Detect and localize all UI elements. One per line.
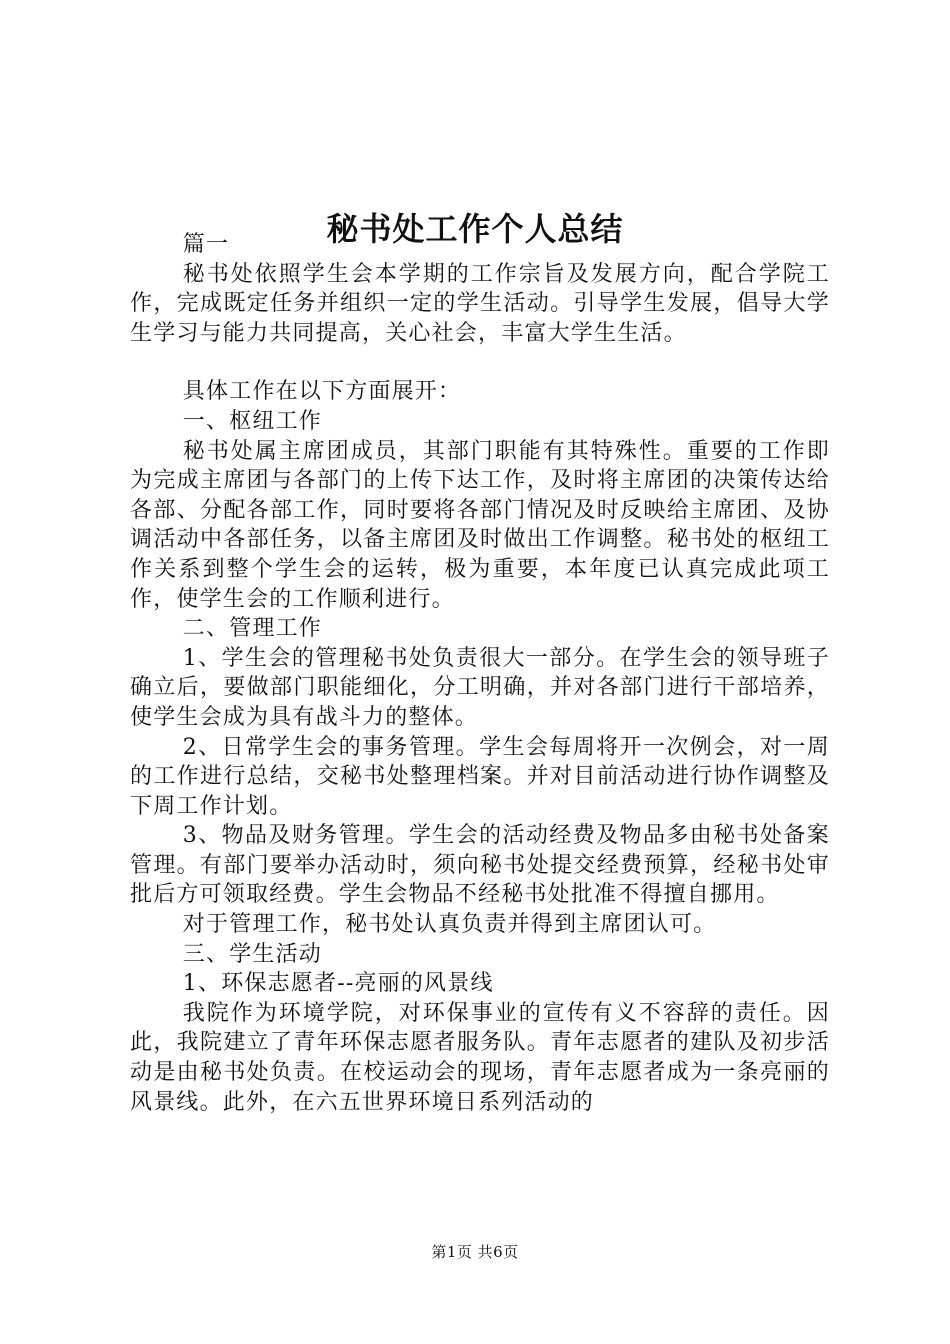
- heading-student-activities: 三、学生活动: [182, 941, 322, 967]
- management-item-2: 2、日常学生会的事务管理。学生会每周将开一次例会，对一周的工作进行总结，交秘书处整理档案。并对目前活动进行协作调整及下周工作计划。: [130, 734, 830, 819]
- page-footer: 第1页 共6页: [431, 1243, 519, 1261]
- activity-paragraph-1: 我院作为环境学院，对环保事业的宣传有义不容辞的责任。因此，我院建立了青年环保志愿者服务队。青年志愿者的建队及初步活动是由秘书处负责。在校运动会的现场，青年志愿者成为一条亮丽的风景线。此外，在六五世界环境日系列活动的: [130, 1000, 830, 1115]
- document-body: [130, 230, 830, 1117]
- management-item-3: 3、物品及财务管理。学生会的活动经费及物品多由秘书处备案管理。有部门要举办活动时，须向秘书处提交经费预算，经秘书处审批后方可领取经费。学生会物品不经秘书处批准不得擅自挪用。: [130, 823, 830, 908]
- section-label: 篇一: [182, 232, 230, 257]
- document-title: 秘书处工作个人总结: [326, 210, 624, 249]
- management-item-1: 1、学生会的管理秘书处负责很大一部分。在学生会的领导班子确立后，要做部门职能细化，分工明确，并对各部门进行干部培养，使学生会成为具有战斗力的整体。: [130, 645, 830, 730]
- activity-subheading-1: 1、环保志愿者--亮丽的风景线: [182, 971, 494, 997]
- heading-management-work: 二、管理工作: [182, 616, 322, 642]
- overview-line: 具体工作在以下方面展开：: [182, 379, 462, 405]
- heading-hub-work: 一、枢纽工作: [182, 408, 322, 434]
- intro-paragraph: 秘书处依照学生会本学期的工作宗旨及发展方向，配合学院工作，完成既定任务并组织一定的学生活动。引导学生发展，倡导大学生学习与能力共同提高，关心社会，丰富大学生生活。: [130, 261, 830, 346]
- hub-work-paragraph: 秘书处属主席团成员，其部门职能有其特殊性。重要的工作即为完成主席团与各部门的上传下达工作，及时将主席团的决策传达给各部、分配各部工作，同时要将各部门情况及时反映给主席团、及协调活动中各部任务，以备主席团及时做出工作调整。秘书处的枢纽工作关系到整个学生会的运转，极为重要，本年度已认真完成此项工作，使学生会的工作顺利进行。: [130, 438, 830, 612]
- management-summary: 对于管理工作，秘书处认真负责并得到主席团认可。: [182, 912, 717, 938]
